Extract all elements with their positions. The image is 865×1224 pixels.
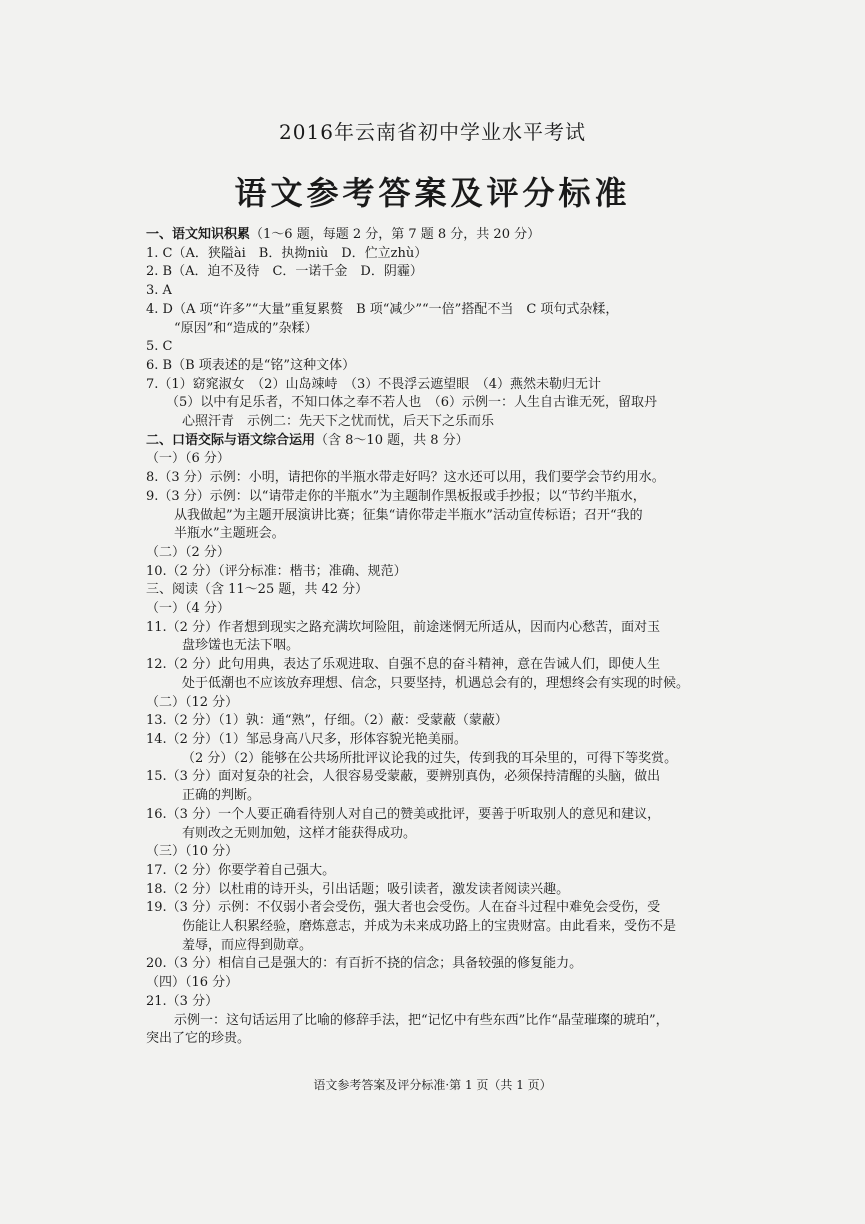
answer-line: 9.（3 分）示例：以“请带走你的半瓶水”为主题制作黑板报或手抄报；以“节约半瓶水， [146, 488, 646, 504]
answer-line: 有则改之无则加勉，这样才能获得成功。 [182, 825, 417, 841]
answer-line: 羞辱，而应得到勋章。 [182, 937, 313, 953]
answer-line: 心照汗青 示例二：先天下之忧而忧，后天下之乐而乐 [182, 414, 495, 430]
answer-line: 盘珍馐也无法下咽。 [182, 638, 300, 654]
answer-line: 正确的判断。 [182, 788, 261, 804]
answer-line: 6. B（B 项表述的是“铭”这种文体） [146, 357, 356, 373]
answer-body [146, 226, 806, 1049]
answer-line: 2. B（A．迫不及待 C．一诺千金 D．阴霾） [146, 264, 423, 280]
answer-line: 3. A [146, 283, 172, 299]
answer-line: 19.（3 分）示例：不仅弱小者会受伤，强大者也会受伤。人在奋斗过程中难免会受伤，受 [146, 900, 661, 916]
answer-line: 5. C [146, 339, 173, 355]
answer-line: 12.（2 分）此句用典，表达了乐观进取、自强不息的奋斗精神，意在告诫人们，即使人生 [146, 657, 661, 673]
answer-line: （四）（16 分） [146, 975, 239, 991]
answer-line: 从我做起”为主题开展演讲比赛；征集“请你带走半瓶水”活动宣传标语；召开“我的 [174, 507, 643, 523]
answer-line: “原因”和“造成的”杂糅） [174, 320, 318, 336]
answer-line: （5）以中有足乐者，不知口体之奉不若人也 （6）示例一：人生自古谁无死，留取丹 [166, 395, 658, 411]
answer-line: 14.（2 分）（1）邹忌身高八尺多，形体容貌光艳美丽。 [146, 731, 467, 747]
answer-line: 16.（3 分）一个人要正确看待别人对自己的赞美或批评，要善于听取别人的意见和建议， [146, 806, 661, 822]
answer-line: 21.（3 分） [146, 993, 219, 1009]
section-title: 一、语文知识积累 [146, 227, 251, 242]
exam-subtitle: 2016年云南省初中学业水平考试 [279, 120, 586, 144]
answer-line: 1. C（A．狭隘ài B．执拗niù D．伫立zhù） [146, 245, 428, 261]
answer-line: 17.（2 分）你要学着自己强大。 [146, 862, 336, 878]
answer-line: 示例一：这句话运用了比喻的修辞手法，把“记忆中有些东西”比作“晶莹璀璨的琥珀”， [174, 1012, 669, 1028]
section-note: （含 8～10 题，共 8 分） [315, 432, 469, 448]
answer-line: （二）（2 分） [146, 544, 230, 560]
answer-line: 7.（1）窈窕淑女 （2）山岛竦峙 （3）不畏浮云遮望眼 （4）燕然未勒归无计 [146, 376, 601, 392]
answer-line: 处于低潮也不应该放弃理想、信念，只要坚持，机遇总会有的，理想终会有实现的时候。 [182, 675, 690, 691]
answer-line: 20.（3 分）相信自己是强大的：有百折不挠的信念；具备较强的修复能力。 [146, 956, 583, 972]
section-note: （1～6 题，每题 2 分，第 7 题 8 分，共 20 分） [250, 227, 541, 242]
section-title: 二、口语交际与语文综合运用 [146, 432, 316, 448]
answer-line: 8.（3 分）示例：小明，请把你的半瓶水带走好吗？这水还可以用，我们要学会节约用水。 [146, 470, 665, 486]
answer-line: （二）（12 分） [146, 694, 239, 710]
answer-line: 13.（2 分）（1）孰：通“熟”，仔细。（2）蔽：受蒙蔽（蒙蔽） [146, 713, 508, 729]
page-footer: 语文参考答案及评分标准·第 1 页（共 1 页） [313, 1078, 552, 1092]
answer-line: 15.（3 分）面对复杂的社会，人很容易受蒙蔽，要辨别真伪，必须保持清醒的头脑，做出 [146, 769, 661, 785]
answer-line: 伤能让人积累经验，磨炼意志，并成为未来成功路上的宝贵财富。由此看来，受伤不是 [182, 919, 677, 935]
answer-line: （三）（10 分） [146, 844, 239, 860]
answer-line: 10.（2 分）（评分标准：楷书；准确、规范） [146, 563, 407, 579]
answer-line: 半瓶水”主题班会。 [174, 526, 285, 542]
answer-line: 11.（2 分）作者想到现实之路充满坎坷险阻，前途迷惘无所适从，因而内心愁苦，面对玉 [146, 619, 661, 635]
document-title: 语文参考答案及评分标准 [234, 174, 631, 212]
answer-line: （一）（6 分） [146, 451, 230, 467]
answer-line: 18.（2 分）以杜甫的诗开头，引出话题；吸引读者，激发读者阅读兴趣。 [146, 881, 570, 897]
answer-line: 三、阅读（含 11～25 题，共 42 分） [146, 582, 369, 598]
answer-line: 4. D（A 项“许多”“大量”重复累赘 B 项“减少”“一倍”搭配不当 C 项句式杂糅， [146, 301, 619, 317]
answer-line: （一）（4 分） [146, 601, 230, 617]
answer-line: （2 分）（2）能够在公共场所批评议论我的过失，传到我的耳朵里的，可得下等奖赏。 [182, 750, 678, 766]
answer-line: 突出了它的珍贵。 [146, 1031, 251, 1047]
section-heading [146, 432, 806, 451]
section-heading [146, 226, 806, 245]
